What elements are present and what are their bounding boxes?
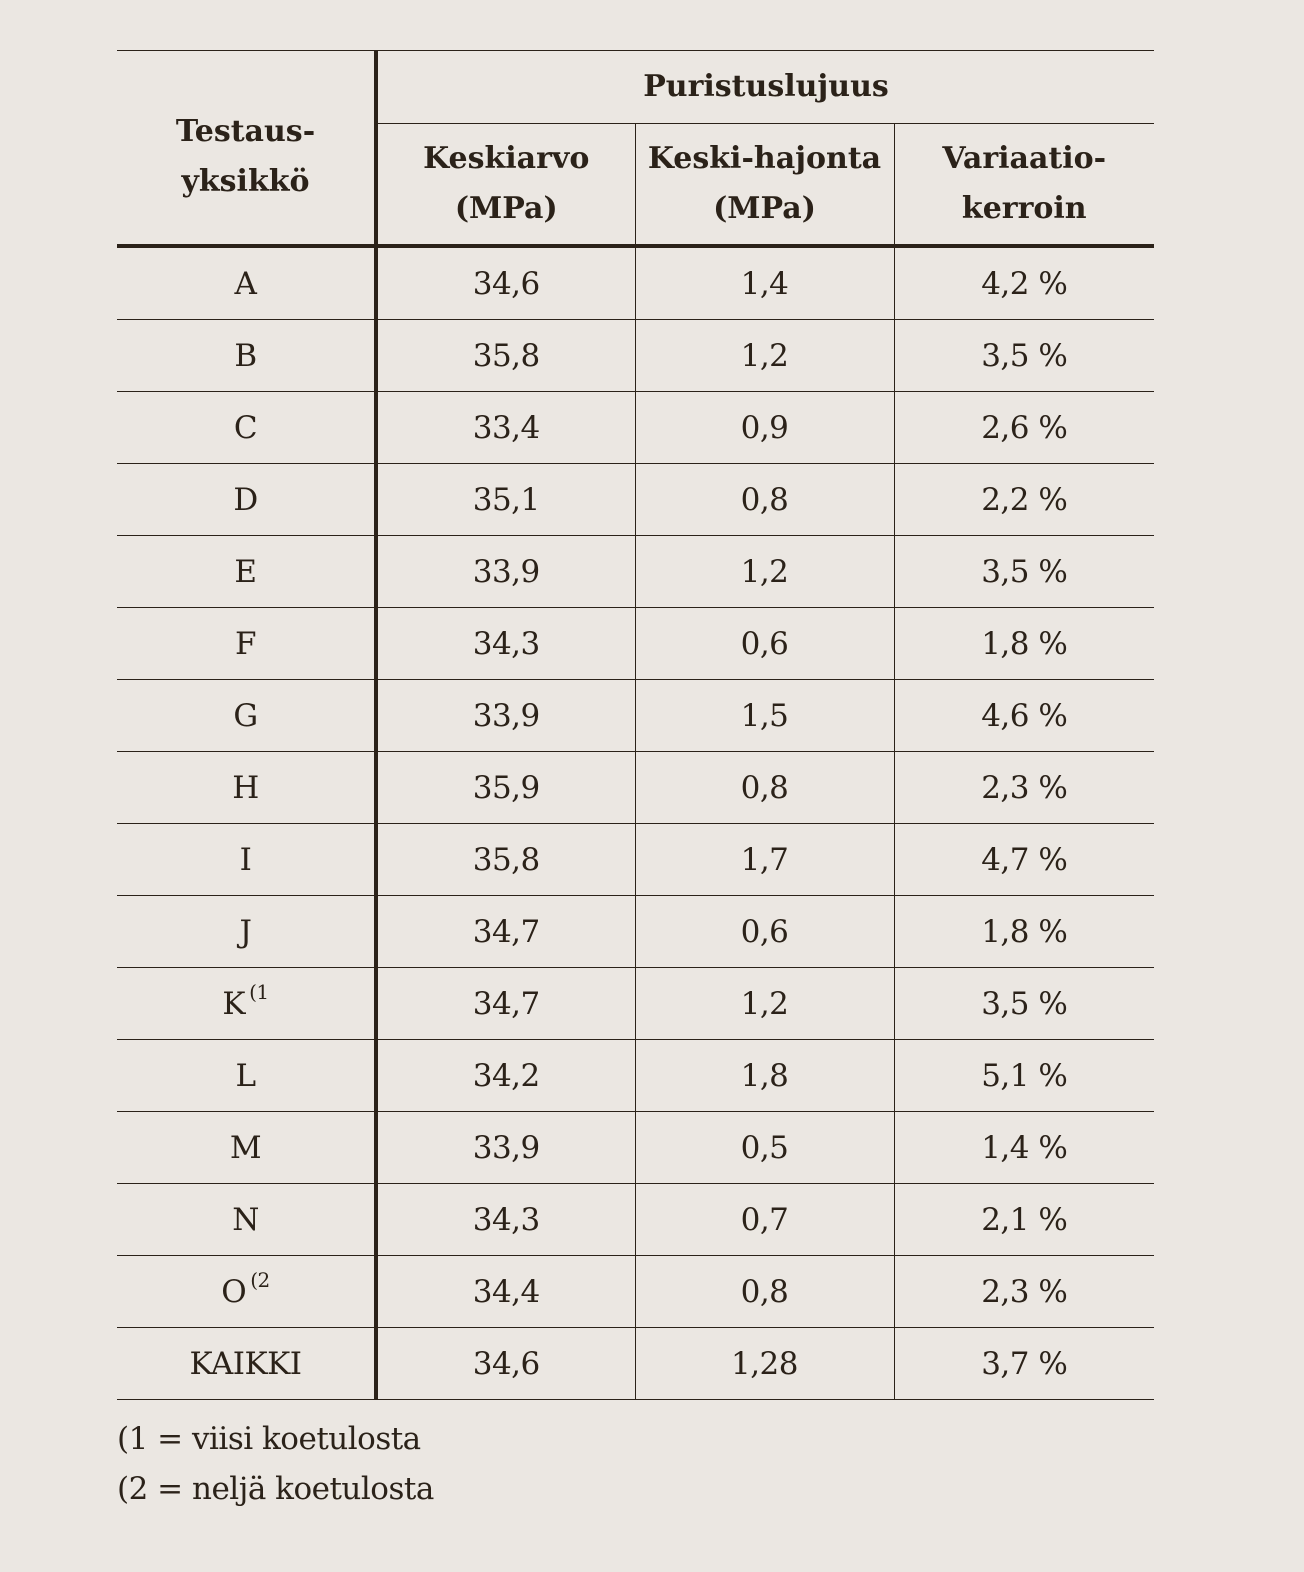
cell-std-dev: 1,4 (635, 246, 894, 320)
cell-coeff-variation: 2,3 % (894, 1256, 1154, 1328)
table-row (117, 536, 1154, 608)
cell-std-dev: 1,5 (635, 680, 894, 752)
footnote-1: (1 = viisi koetulosta (117, 1421, 421, 1457)
cell-std-dev: 1,2 (635, 968, 894, 1040)
unit-label: G (233, 697, 258, 734)
unit-label: M (229, 1129, 262, 1166)
cell-unit (117, 1184, 376, 1256)
cell-coeff-variation: 3,7 % (894, 1328, 1154, 1400)
cell-unit (117, 246, 376, 320)
cell-mean: 34,6 (376, 246, 635, 320)
cell-unit (117, 608, 376, 680)
cell-coeff-variation: 4,2 % (894, 246, 1154, 320)
table-row (117, 608, 1154, 680)
header-coeff-variation (894, 124, 1154, 247)
footnotes (117, 1414, 1154, 1514)
table-row (117, 1328, 1154, 1400)
cell-coeff-variation: 1,8 % (894, 896, 1154, 968)
table-row (117, 1112, 1154, 1184)
cell-mean: 33,9 (376, 1112, 635, 1184)
cell-coeff-variation: 4,6 % (894, 680, 1154, 752)
header-mean (376, 124, 635, 247)
unit-label: F (234, 625, 256, 662)
cell-std-dev: 0,8 (635, 752, 894, 824)
unit-label: J (239, 913, 252, 950)
header-sd-line2: (MPa) (713, 191, 816, 226)
cell-unit (117, 464, 376, 536)
header-mean-line2: (MPa) (454, 191, 558, 226)
cell-std-dev: 1,28 (635, 1328, 894, 1400)
cell-std-dev: 0,8 (635, 464, 894, 536)
table-row (117, 1184, 1154, 1256)
unit-label: D (233, 481, 258, 518)
cell-coeff-variation: 2,3 % (894, 752, 1154, 824)
cell-unit (117, 752, 376, 824)
cell-mean: 34,7 (376, 968, 635, 1040)
cell-coeff-variation: 3,5 % (894, 968, 1154, 1040)
cell-coeff-variation: 2,6 % (894, 392, 1154, 464)
cell-unit (117, 536, 376, 608)
cell-coeff-variation: 2,1 % (894, 1184, 1154, 1256)
header-group-compressive-strength: Puristuslujuus (376, 51, 1154, 124)
cell-coeff-variation: 5,1 % (894, 1040, 1154, 1112)
cell-unit (117, 1040, 376, 1112)
table-row (117, 1256, 1154, 1328)
header-mean-line1: Keskiarvo (423, 141, 590, 176)
cell-std-dev: 1,7 (635, 824, 894, 896)
unit-label: N (232, 1201, 259, 1238)
table-row (117, 824, 1154, 896)
cell-mean: 34,7 (376, 896, 635, 968)
unit-label: B (234, 337, 257, 374)
cell-mean: 33,9 (376, 536, 635, 608)
header-sd-line1: Keski-hajonta (647, 141, 882, 176)
cell-std-dev: 0,5 (635, 1112, 894, 1184)
unit-label: K (222, 985, 246, 1022)
unit-label: I (239, 841, 252, 878)
header-testing-unit (117, 51, 376, 247)
table-row (117, 680, 1154, 752)
cell-coeff-variation: 1,4 % (894, 1112, 1154, 1184)
cell-mean: 34,3 (376, 608, 635, 680)
header-cv-line1: Variaatio- (942, 141, 1107, 176)
cell-std-dev: 0,8 (635, 1256, 894, 1328)
cell-mean: 34,3 (376, 1184, 635, 1256)
cell-coeff-variation: 3,5 % (894, 320, 1154, 392)
table-row (117, 1040, 1154, 1112)
cell-mean: 34,4 (376, 1256, 635, 1328)
cell-std-dev: 0,7 (635, 1184, 894, 1256)
cell-std-dev: 0,6 (635, 608, 894, 680)
unit-label: H (232, 769, 259, 806)
cell-unit (117, 392, 376, 464)
cell-unit (117, 968, 376, 1040)
cell-std-dev: 1,2 (635, 320, 894, 392)
cell-unit (117, 320, 376, 392)
cell-unit (117, 1328, 376, 1400)
cell-std-dev: 0,9 (635, 392, 894, 464)
compressive-strength-table (117, 50, 1154, 1400)
cell-coeff-variation: 2,2 % (894, 464, 1154, 536)
header-unit-line1: Testaus- (175, 113, 316, 149)
unit-label: A (234, 265, 257, 302)
table-body (117, 246, 1154, 1400)
unit-label: KAIKKI (189, 1345, 302, 1382)
cell-mean: 34,2 (376, 1040, 635, 1112)
cell-unit (117, 680, 376, 752)
cell-mean: 35,8 (376, 320, 635, 392)
table-row (117, 392, 1154, 464)
footnote-marker: (2 (250, 1267, 270, 1292)
footnote-2: (2 = neljä koetulosta (117, 1471, 434, 1507)
cell-unit (117, 1112, 376, 1184)
cell-unit (117, 1256, 376, 1328)
table-container (117, 50, 1154, 1514)
cell-std-dev: 0,6 (635, 896, 894, 968)
cell-mean: 33,4 (376, 392, 635, 464)
table-row (117, 246, 1154, 320)
cell-mean: 34,6 (376, 1328, 635, 1400)
table-row (117, 464, 1154, 536)
cell-unit (117, 896, 376, 968)
table-row (117, 896, 1154, 968)
cell-mean: 33,9 (376, 680, 635, 752)
cell-std-dev: 1,8 (635, 1040, 894, 1112)
cell-coeff-variation: 3,5 % (894, 536, 1154, 608)
cell-mean: 35,1 (376, 464, 635, 536)
cell-coeff-variation: 4,7 % (894, 824, 1154, 896)
table-row (117, 320, 1154, 392)
cell-coeff-variation: 1,8 % (894, 608, 1154, 680)
unit-label: E (234, 553, 257, 590)
unit-label: L (235, 1057, 256, 1094)
header-cv-line2: kerroin (961, 191, 1087, 226)
cell-mean: 35,8 (376, 824, 635, 896)
footnote-marker: (1 (249, 979, 269, 1004)
table-row (117, 968, 1154, 1040)
table-row (117, 752, 1154, 824)
cell-unit (117, 824, 376, 896)
unit-label: C (233, 409, 258, 446)
cell-mean: 35,9 (376, 752, 635, 824)
header-unit-line2: yksikkö (181, 163, 310, 199)
unit-label: O (221, 1273, 247, 1310)
cell-std-dev: 1,2 (635, 536, 894, 608)
header-std-dev (635, 124, 894, 247)
